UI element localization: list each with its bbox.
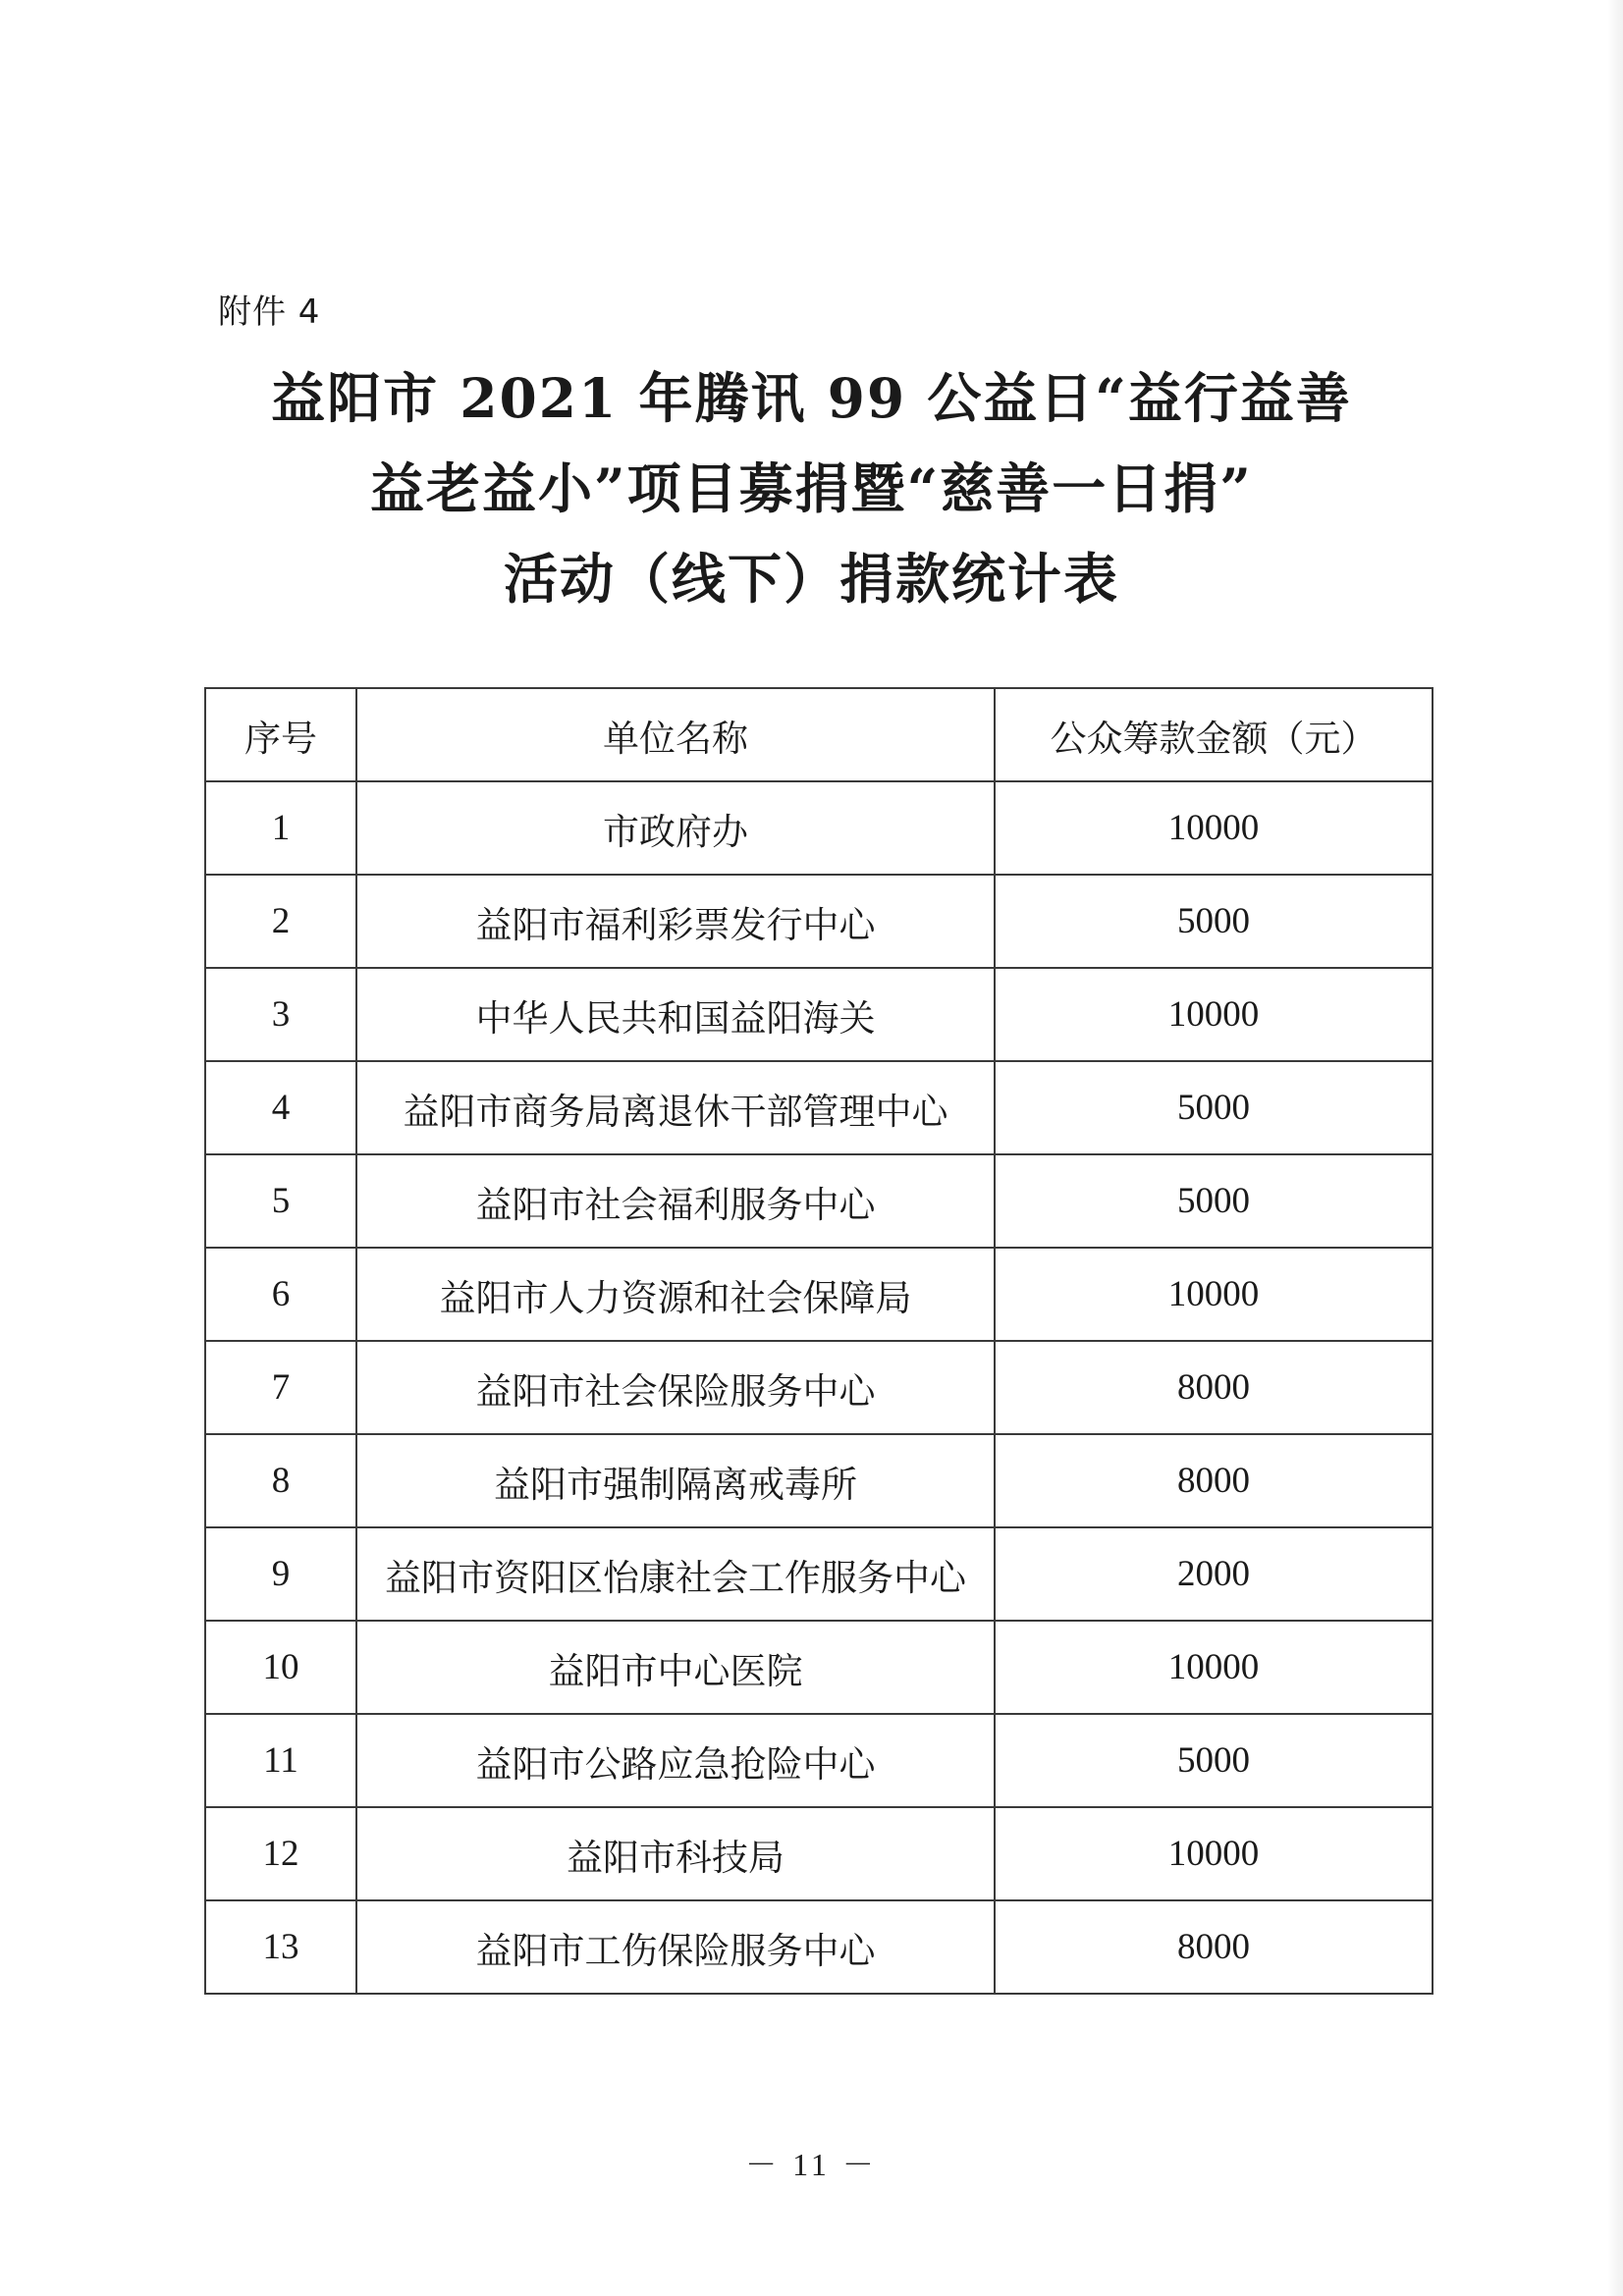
row-amount: 10000 [995, 968, 1433, 1061]
row-index: 8 [205, 1434, 356, 1527]
row-index: 3 [205, 968, 356, 1061]
row-index: 5 [205, 1154, 356, 1248]
page-edge-shadow [1607, 0, 1623, 2296]
table-row [205, 968, 1433, 1061]
row-index: 9 [205, 1527, 356, 1621]
table-row [205, 1714, 1433, 1807]
row-unit-name: 益阳市工伤保险服务中心 [356, 1900, 995, 1994]
row-unit-name: 益阳市资阳区怡康社会工作服务中心 [356, 1527, 995, 1621]
document-title [196, 353, 1427, 624]
table-row [205, 1621, 1433, 1714]
table-row [205, 1900, 1433, 1994]
header-unit-name: 单位名称 [356, 688, 995, 781]
table-header-row [205, 688, 1433, 781]
row-amount: 10000 [995, 1248, 1433, 1341]
row-amount: 8000 [995, 1900, 1433, 1994]
row-index: 13 [205, 1900, 356, 1994]
row-amount: 5000 [995, 875, 1433, 968]
attachment-label: 附件 4 [218, 293, 321, 332]
row-index: 6 [205, 1248, 356, 1341]
row-index: 10 [205, 1621, 356, 1714]
table-row [205, 781, 1433, 875]
table-row [205, 1807, 1433, 1900]
table-row [205, 1061, 1433, 1154]
row-unit-name: 益阳市人力资源和社会保障局 [356, 1248, 995, 1341]
row-amount: 10000 [995, 1807, 1433, 1900]
table-row [205, 1154, 1433, 1248]
row-amount: 5000 [995, 1714, 1433, 1807]
row-amount: 2000 [995, 1527, 1433, 1621]
row-unit-name: 中华人民共和国益阳海关 [356, 968, 995, 1061]
row-amount: 8000 [995, 1434, 1433, 1527]
table-row [205, 875, 1433, 968]
row-amount: 5000 [995, 1154, 1433, 1248]
row-amount: 10000 [995, 781, 1433, 875]
title-line-3: 活动（线下）捐款统计表 [503, 547, 1119, 611]
row-index: 7 [205, 1341, 356, 1434]
title-line-2: 益老益小”项目募捐暨“慈善一日捐” [370, 456, 1253, 520]
row-index: 11 [205, 1714, 356, 1807]
row-index: 12 [205, 1807, 356, 1900]
row-unit-name: 市政府办 [356, 781, 995, 875]
row-amount: 5000 [995, 1061, 1433, 1154]
row-unit-name: 益阳市中心医院 [356, 1621, 995, 1714]
row-unit-name: 益阳市社会福利服务中心 [356, 1154, 995, 1248]
row-amount: 8000 [995, 1341, 1433, 1434]
row-unit-name: 益阳市社会保险服务中心 [356, 1341, 995, 1434]
table-row [205, 1341, 1433, 1434]
header-amount: 公众筹款金额（元） [995, 688, 1433, 781]
row-amount: 10000 [995, 1621, 1433, 1714]
donation-table [204, 687, 1434, 1995]
title-line-1: 益阳市 2021 年腾讯 99 公益日“益行益善 [271, 366, 1352, 430]
header-index: 序号 [205, 688, 356, 781]
table-row [205, 1248, 1433, 1341]
row-index: 4 [205, 1061, 356, 1154]
row-unit-name: 益阳市福利彩票发行中心 [356, 875, 995, 968]
row-index: 1 [205, 781, 356, 875]
table-row [205, 1527, 1433, 1621]
row-unit-name: 益阳市科技局 [356, 1807, 995, 1900]
row-unit-name: 益阳市商务局离退休干部管理中心 [356, 1061, 995, 1154]
page-number: － 11 － [745, 2147, 878, 2182]
row-index: 2 [205, 875, 356, 968]
row-unit-name: 益阳市强制隔离戒毒所 [356, 1434, 995, 1527]
table-row [205, 1434, 1433, 1527]
row-unit-name: 益阳市公路应急抢险中心 [356, 1714, 995, 1807]
